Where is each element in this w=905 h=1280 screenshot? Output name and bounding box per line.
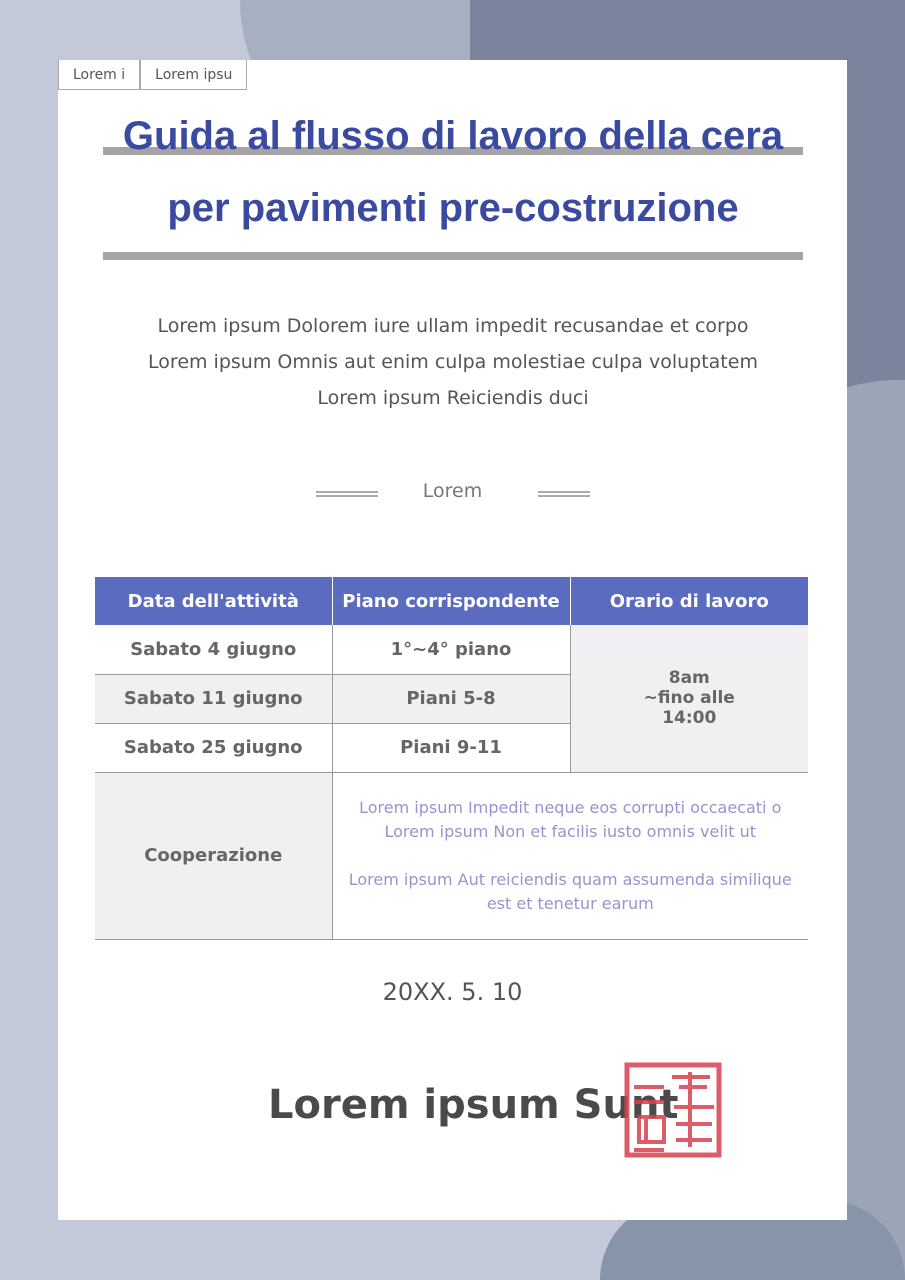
table-row bbox=[95, 625, 808, 674]
tab-2[interactable]: Lorem ipsu bbox=[140, 60, 247, 90]
cell-date: Sabato 25 giugno bbox=[95, 723, 332, 772]
cell-floor: Piani 5-8 bbox=[332, 674, 570, 723]
document-page bbox=[58, 60, 847, 1220]
cooperation-label: Cooperazione bbox=[95, 772, 332, 939]
header-hours: Orario di lavoro bbox=[570, 577, 808, 625]
cell-date: Sabato 4 giugno bbox=[95, 625, 332, 674]
cooperation-text bbox=[332, 772, 808, 939]
subtitle bbox=[98, 308, 808, 416]
schedule-table bbox=[95, 577, 808, 940]
title-rule bbox=[103, 252, 803, 260]
page-title: Guida al flusso di lavoro della cera per pavimenti pre-costruzione bbox=[122, 114, 784, 230]
seal-stamp-icon bbox=[624, 1062, 722, 1158]
section-label: Lorem bbox=[422, 480, 483, 502]
cell-hours bbox=[570, 625, 808, 772]
subtitle-line: Lorem ipsum Reiciendis duci bbox=[317, 387, 589, 409]
subtitle-line: Lorem ipsum Dolorem iure ullam impedit recusandae et corpo bbox=[157, 315, 749, 337]
hours-line: 8am bbox=[668, 668, 710, 689]
cooperation-row bbox=[95, 772, 808, 939]
header-date: Data dell'attività bbox=[95, 577, 332, 625]
table-header bbox=[95, 577, 808, 625]
tab-1[interactable]: Lorem i bbox=[58, 60, 140, 90]
cell-floor: Piani 9-11 bbox=[332, 723, 570, 772]
hours-line: ~fino alle bbox=[643, 688, 735, 709]
coop-paragraph: Lorem ipsum Aut reiciendis quam assumenda similique est et tenetur earum bbox=[348, 869, 792, 913]
date: 20XX. 5. 10 bbox=[382, 978, 523, 1006]
divider-right bbox=[538, 491, 590, 497]
subtitle-line: Lorem ipsum Omnis aut enim culpa molestiae culpa voluptatem bbox=[148, 351, 758, 373]
coop-paragraph: Lorem ipsum Impedit neque eos corrupti occaecati o Lorem ipsum Non et facilis iusto omnis velit ut bbox=[359, 797, 782, 841]
cell-floor: 1°~4° piano bbox=[332, 625, 570, 674]
cell-date: Sabato 11 giugno bbox=[95, 674, 332, 723]
hours-line: 14:00 bbox=[662, 708, 717, 729]
signature: Lorem ipsum Sunt bbox=[268, 1082, 679, 1128]
header-floor: Piano corrispondente bbox=[332, 577, 570, 625]
tab-bar bbox=[58, 60, 247, 90]
